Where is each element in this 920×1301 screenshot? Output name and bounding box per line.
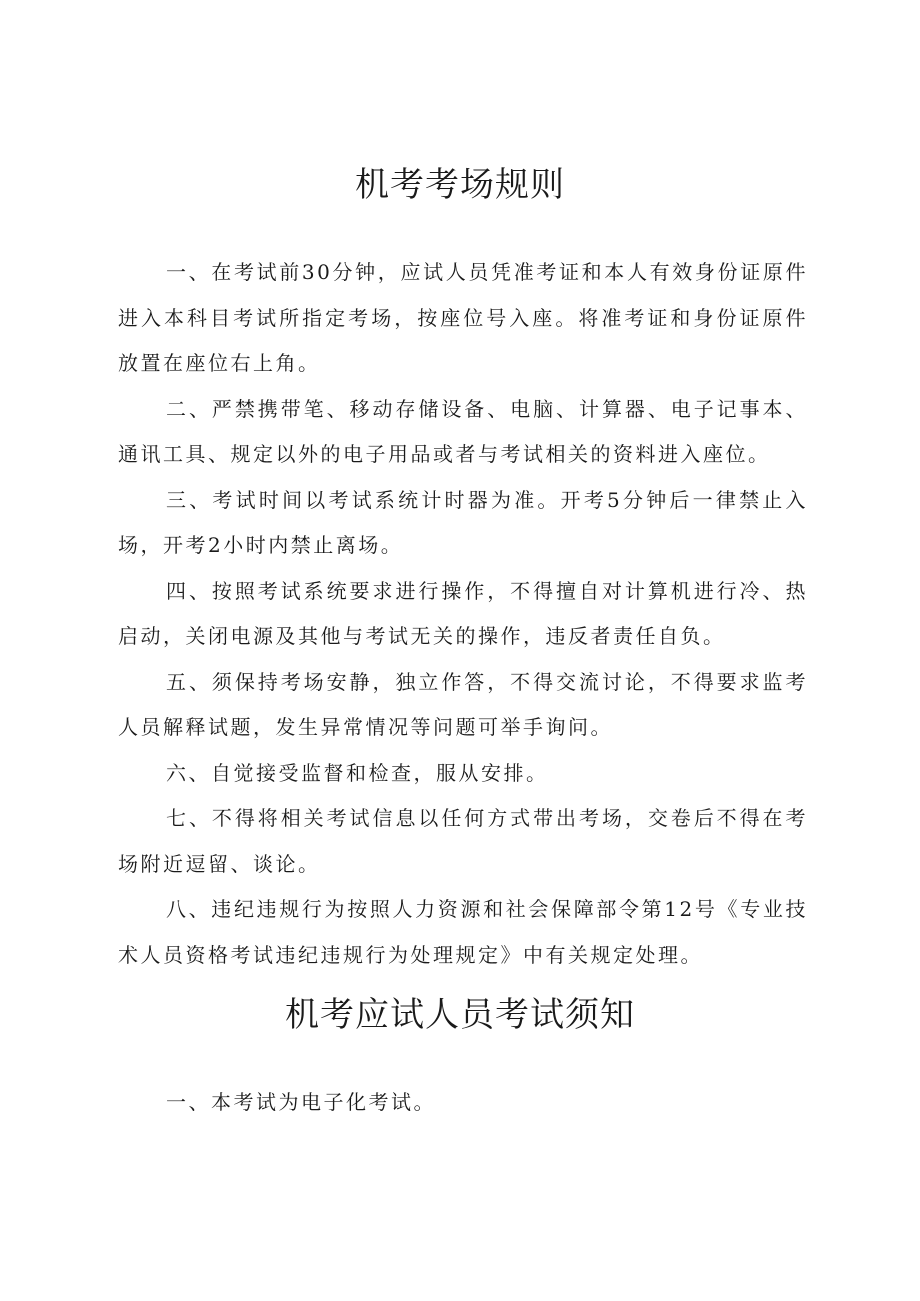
notice-paragraph-1: 一、本考试为电子化考试。 [166, 1090, 436, 1114]
candidate-notice-section [118, 1080, 808, 1126]
rule-paragraph-3: 三、考试时间以考试系统计时器为准。开考5分钟后一律禁止入场，开考2小时内禁止离场。 [118, 487, 808, 557]
rule-paragraph-5: 五、须保持考场安静，独立作答，不得交流讨论，不得要求监考人员解释试题，发生异常情况等问题可举手询问。 [118, 669, 808, 739]
rule-paragraph-2: 二、严禁携带笔、移动存储设备、电脑、计算器、电子记事本、通讯工具、规定以外的电子用品或者与考试相关的资料进入座位。 [118, 396, 808, 466]
candidate-notice-title: 机考应试人员考试须知 [285, 995, 635, 1035]
rule-paragraph-6: 六、自觉接受监督和检查，服从安排。 [166, 760, 549, 785]
exam-room-rules-title: 机考考场规则 [355, 165, 565, 205]
rule-paragraph-7: 七、不得将相关考试信息以任何方式带出考场，交卷后不得在考场附近逗留、谈论。 [118, 806, 808, 876]
rule-paragraph-4: 四、按照考试系统要求进行操作，不得擅自对计算机进行冷、热启动，关闭电源及其他与考试无关的操作，违反者责任自负。 [118, 578, 808, 648]
exam-room-rules-section [118, 250, 808, 978]
rule-paragraph-8: 八、违纪违规行为按照人力资源和社会保障部令第12号《专业技术人员资格考试违纪违规行为处理规定》中有关规定处理。 [118, 897, 808, 967]
rule-paragraph-1: 一、在考试前30分钟，应试人员凭准考证和本人有效身份证原件进入本科目考试所指定考场，按座位号入座。将准考证和身份证原件放置在座位右上角。 [118, 260, 808, 375]
